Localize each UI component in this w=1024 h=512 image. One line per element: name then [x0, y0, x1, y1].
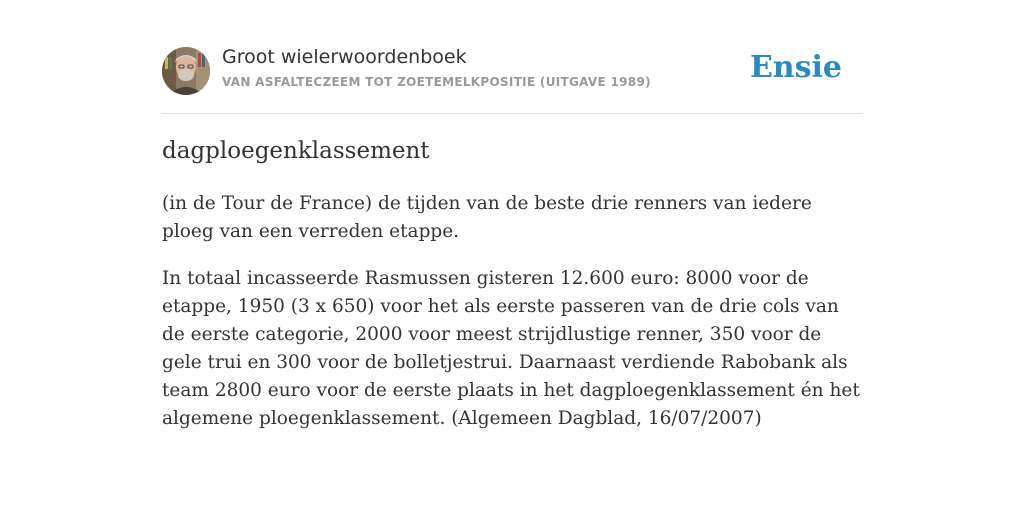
header — [162, 46, 862, 96]
avatar[interactable] — [162, 47, 210, 95]
divider — [162, 113, 862, 114]
entry-term: dagploegenklassement — [162, 138, 430, 164]
author-portrait-icon — [162, 47, 210, 95]
entry-definition: (in de Tour de France) de tijden van de beste drie renners van iedere ploeg van een verreden etappe. — [162, 193, 812, 242]
dictionary-title[interactable]: Groot wielerwoordenboek — [222, 46, 467, 68]
brand-logo[interactable]: Ensie — [749, 50, 842, 85]
entry-quote: In totaal incasseerde Rasmussen gisteren 12.600 euro: 8000 voor de etappe, 1950 (3 x 650) voor het als eerste passeren van de drie cols van de eerste categorie, 2000 voor meest strijdlustige renner, 350 voor de gele trui en 300 voor de bolletjestrui. Daarnaast verdiende Rabobank als team 2800 euro voor de eerste plaats in het dagploegenklassement én het algemene ploegenklassement. (Algemeen Dagblad, 16/07/2007) — [162, 268, 860, 429]
dictionary-subtitle: VAN ASFALTECZEEM TOT ZOETEMELKPOSITIE (UITGAVE 1989) — [222, 75, 651, 89]
